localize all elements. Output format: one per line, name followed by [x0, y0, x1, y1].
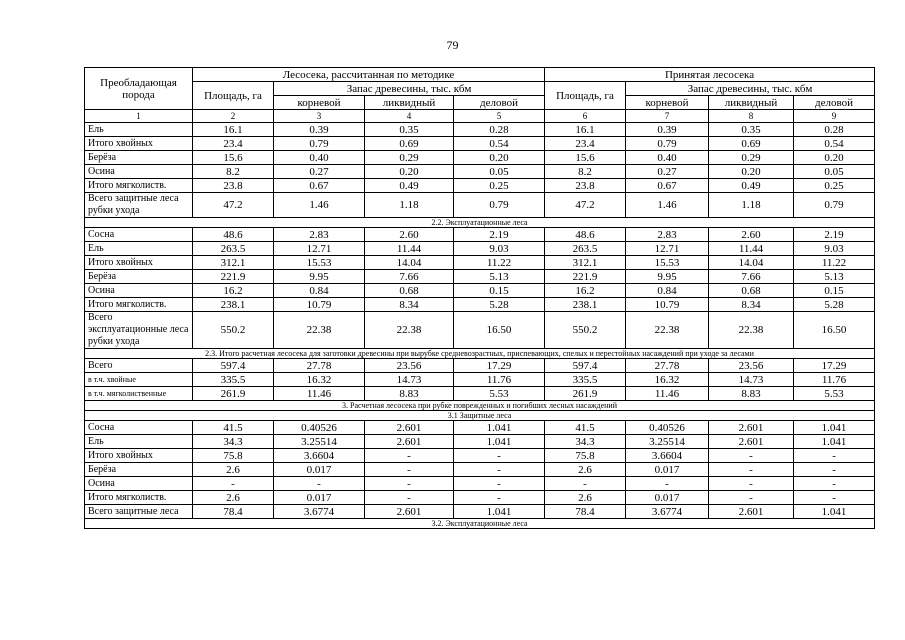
header-liquid-method: ликвидный: [365, 96, 454, 110]
value-cell: 3.25514: [626, 435, 709, 449]
table-row: [85, 179, 875, 193]
header-area-method: Площадь, га: [193, 82, 274, 110]
table-row: [85, 435, 875, 449]
value-cell: 1.041: [794, 505, 875, 519]
value-cell: 2.60: [709, 228, 794, 242]
value-cell: 0.15: [794, 284, 875, 298]
table-row: [85, 193, 875, 218]
value-cell: 2.19: [794, 228, 875, 242]
value-cell: 335.5: [545, 373, 626, 387]
species-name-cell: Итого хвойных: [85, 449, 193, 463]
table-row: [85, 477, 875, 491]
value-cell: 0.40526: [626, 421, 709, 435]
table-row: [85, 449, 875, 463]
value-cell: 17.29: [794, 359, 875, 373]
header-liquid-accepted: ликвидный: [709, 96, 794, 110]
value-cell: 8.34: [365, 298, 454, 312]
value-cell: -: [709, 463, 794, 477]
section-title-row: [85, 218, 875, 228]
species-name-cell: Итого мягколиств.: [85, 491, 193, 505]
forest-cutting-table: [84, 67, 875, 529]
value-cell: 550.2: [545, 312, 626, 349]
value-cell: 0.39: [626, 123, 709, 137]
value-cell: 16.50: [794, 312, 875, 349]
value-cell: 5.53: [454, 387, 545, 401]
value-cell: -: [365, 449, 454, 463]
value-cell: 7.66: [709, 270, 794, 284]
value-cell: 10.79: [274, 298, 365, 312]
value-cell: 312.1: [545, 256, 626, 270]
value-cell: 2.60: [365, 228, 454, 242]
value-cell: 8.34: [709, 298, 794, 312]
value-cell: -: [365, 477, 454, 491]
value-cell: 261.9: [193, 387, 274, 401]
value-cell: 0.29: [365, 151, 454, 165]
species-name-cell: Всего: [85, 359, 193, 373]
value-cell: -: [709, 491, 794, 505]
value-cell: 78.4: [193, 505, 274, 519]
value-cell: 78.4: [545, 505, 626, 519]
species-name-cell: Всего эксплуатационные леса рубки ухода: [85, 312, 193, 349]
value-cell: 16.2: [193, 284, 274, 298]
value-cell: 11.44: [709, 242, 794, 256]
value-cell: 5.53: [794, 387, 875, 401]
value-cell: 0.40: [626, 151, 709, 165]
column-number: 2: [193, 110, 274, 123]
header-species: Преобладающая порода: [85, 68, 193, 110]
value-cell: 8.83: [365, 387, 454, 401]
column-number: 3: [274, 110, 365, 123]
section-title: 3.1 Защитные леса: [85, 411, 875, 421]
value-cell: -: [274, 477, 365, 491]
value-cell: 0.35: [365, 123, 454, 137]
table-row: [85, 137, 875, 151]
value-cell: 0.67: [274, 179, 365, 193]
value-cell: 0.69: [709, 137, 794, 151]
value-cell: 48.6: [545, 228, 626, 242]
value-cell: 0.84: [626, 284, 709, 298]
value-cell: 0.68: [709, 284, 794, 298]
species-name-cell: Сосна: [85, 421, 193, 435]
header-stock-accepted: Запас древесины, тыс. кбм: [626, 82, 875, 96]
value-cell: 0.67: [626, 179, 709, 193]
value-cell: 0.79: [454, 193, 545, 218]
value-cell: -: [794, 491, 875, 505]
header-area-accepted: Площадь, га: [545, 82, 626, 110]
value-cell: 0.84: [274, 284, 365, 298]
value-cell: 17.29: [454, 359, 545, 373]
value-cell: 23.56: [709, 359, 794, 373]
value-cell: 2.6: [545, 463, 626, 477]
value-cell: 0.79: [626, 137, 709, 151]
table-row: [85, 421, 875, 435]
value-cell: 550.2: [193, 312, 274, 349]
value-cell: 23.4: [545, 137, 626, 151]
forest-table-container: [84, 67, 874, 529]
value-cell: 221.9: [193, 270, 274, 284]
value-cell: 15.6: [545, 151, 626, 165]
value-cell: 16.1: [193, 123, 274, 137]
value-cell: 23.56: [365, 359, 454, 373]
value-cell: 0.69: [365, 137, 454, 151]
value-cell: 0.54: [454, 137, 545, 151]
value-cell: 238.1: [545, 298, 626, 312]
value-cell: 75.8: [545, 449, 626, 463]
section-title-row: [85, 401, 875, 411]
header-root-accepted: корневой: [626, 96, 709, 110]
table-row: [85, 387, 875, 401]
value-cell: 3.25514: [274, 435, 365, 449]
value-cell: 0.27: [274, 165, 365, 179]
value-cell: 15.53: [626, 256, 709, 270]
species-name-cell: в т.ч. мягколиственные: [85, 387, 193, 401]
value-cell: 27.78: [274, 359, 365, 373]
value-cell: -: [794, 477, 875, 491]
value-cell: 22.38: [709, 312, 794, 349]
section-title: 3. Расчетная лесосека при рубке поврежденных и погибших лесных насаждений: [85, 401, 875, 411]
value-cell: 3.6604: [274, 449, 365, 463]
value-cell: -: [365, 463, 454, 477]
value-cell: -: [626, 477, 709, 491]
section-title-row: [85, 519, 875, 529]
species-name-cell: Всего защитные леса: [85, 505, 193, 519]
value-cell: 0.54: [794, 137, 875, 151]
value-cell: 8.83: [709, 387, 794, 401]
value-cell: 0.05: [794, 165, 875, 179]
value-cell: 7.66: [365, 270, 454, 284]
value-cell: 335.5: [193, 373, 274, 387]
value-cell: 11.44: [365, 242, 454, 256]
value-cell: 41.5: [545, 421, 626, 435]
value-cell: 2.6: [545, 491, 626, 505]
value-cell: 5.13: [794, 270, 875, 284]
value-cell: 11.22: [454, 256, 545, 270]
column-number: 7: [626, 110, 709, 123]
value-cell: 47.2: [193, 193, 274, 218]
table-row: [85, 123, 875, 137]
table-row: [85, 228, 875, 242]
value-cell: 1.46: [274, 193, 365, 218]
table-row: [85, 491, 875, 505]
value-cell: 263.5: [193, 242, 274, 256]
value-cell: 1.18: [709, 193, 794, 218]
value-cell: -: [193, 477, 274, 491]
header-accepted-cutting: Принятая лесосека: [545, 68, 875, 82]
column-number: 8: [709, 110, 794, 123]
value-cell: 0.20: [365, 165, 454, 179]
header-root-method: корневой: [274, 96, 365, 110]
section-title: 2.3. Итого расчетная лесосека для заготовки древесины при вырубке средневозрастных, приспевающих, спелых и перестойных насаждений при уходе за лесами: [85, 349, 875, 359]
value-cell: 8.2: [193, 165, 274, 179]
value-cell: 41.5: [193, 421, 274, 435]
value-cell: 75.8: [193, 449, 274, 463]
species-name-cell: Итого хвойных: [85, 137, 193, 151]
value-cell: 261.9: [545, 387, 626, 401]
value-cell: 0.28: [794, 123, 875, 137]
table-body: [85, 123, 875, 529]
species-name-cell: Ель: [85, 242, 193, 256]
value-cell: 238.1: [193, 298, 274, 312]
section-title-row: [85, 411, 875, 421]
header-business-accepted: деловой: [794, 96, 875, 110]
value-cell: 15.6: [193, 151, 274, 165]
value-cell: 0.017: [626, 491, 709, 505]
value-cell: 1.041: [454, 421, 545, 435]
value-cell: 9.95: [626, 270, 709, 284]
section-title: 3.2. Эксплуатационные леса: [85, 519, 875, 529]
value-cell: 27.78: [626, 359, 709, 373]
column-number: 5: [454, 110, 545, 123]
column-number: 6: [545, 110, 626, 123]
value-cell: 2.601: [709, 421, 794, 435]
species-name-cell: Ель: [85, 123, 193, 137]
value-cell: 2.601: [365, 421, 454, 435]
value-cell: 3.6774: [626, 505, 709, 519]
value-cell: 597.4: [193, 359, 274, 373]
value-cell: 0.05: [454, 165, 545, 179]
value-cell: 0.25: [794, 179, 875, 193]
value-cell: 16.32: [274, 373, 365, 387]
column-number: 1: [85, 110, 193, 123]
value-cell: 2.6: [193, 463, 274, 477]
value-cell: 8.2: [545, 165, 626, 179]
value-cell: 0.40: [274, 151, 365, 165]
value-cell: 16.1: [545, 123, 626, 137]
value-cell: 22.38: [365, 312, 454, 349]
species-name-cell: Берёза: [85, 151, 193, 165]
value-cell: -: [454, 463, 545, 477]
value-cell: 0.35: [709, 123, 794, 137]
species-name-cell: Итого мягколиств.: [85, 179, 193, 193]
value-cell: 1.041: [794, 435, 875, 449]
species-name-cell: Итого мягколиств.: [85, 298, 193, 312]
value-cell: 23.4: [193, 137, 274, 151]
table-row: [85, 373, 875, 387]
value-cell: 23.8: [193, 179, 274, 193]
value-cell: 0.79: [274, 137, 365, 151]
value-cell: 0.79: [794, 193, 875, 218]
page-number: 79: [446, 38, 459, 52]
species-name-cell: Берёза: [85, 463, 193, 477]
value-cell: 0.20: [454, 151, 545, 165]
column-number: 9: [794, 110, 875, 123]
header-method-cutting: Лесосека, рассчитанная по методике: [193, 68, 545, 82]
value-cell: 22.38: [626, 312, 709, 349]
value-cell: 5.13: [454, 270, 545, 284]
section-title: 2.2. Эксплуатационные леса: [85, 218, 875, 228]
value-cell: 0.20: [794, 151, 875, 165]
value-cell: 0.39: [274, 123, 365, 137]
table-row: [85, 165, 875, 179]
value-cell: 11.76: [454, 373, 545, 387]
value-cell: -: [709, 477, 794, 491]
section-title-row: [85, 349, 875, 359]
value-cell: 5.28: [454, 298, 545, 312]
value-cell: 14.04: [365, 256, 454, 270]
value-cell: 0.28: [454, 123, 545, 137]
value-cell: 16.2: [545, 284, 626, 298]
species-name-cell: Ель: [85, 435, 193, 449]
table-row: [85, 312, 875, 349]
value-cell: 2.601: [365, 435, 454, 449]
value-cell: 2.601: [709, 505, 794, 519]
value-cell: 3.6774: [274, 505, 365, 519]
species-name-cell: Всего защитные леса рубки ухода: [85, 193, 193, 218]
value-cell: 48.6: [193, 228, 274, 242]
value-cell: 0.29: [709, 151, 794, 165]
column-number: 4: [365, 110, 454, 123]
value-cell: 34.3: [545, 435, 626, 449]
value-cell: 1.46: [626, 193, 709, 218]
value-cell: 0.017: [626, 463, 709, 477]
table-row: [85, 359, 875, 373]
value-cell: 0.017: [274, 463, 365, 477]
value-cell: 597.4: [545, 359, 626, 373]
value-cell: -: [454, 477, 545, 491]
value-cell: -: [365, 491, 454, 505]
value-cell: 0.40526: [274, 421, 365, 435]
value-cell: 22.38: [274, 312, 365, 349]
value-cell: 9.03: [454, 242, 545, 256]
value-cell: 16.50: [454, 312, 545, 349]
value-cell: 3.6604: [626, 449, 709, 463]
value-cell: 9.03: [794, 242, 875, 256]
value-cell: 221.9: [545, 270, 626, 284]
value-cell: 2.601: [365, 505, 454, 519]
value-cell: 0.68: [365, 284, 454, 298]
species-name-cell: Берёза: [85, 270, 193, 284]
value-cell: 11.46: [626, 387, 709, 401]
value-cell: 16.32: [626, 373, 709, 387]
species-name-cell: Сосна: [85, 228, 193, 242]
value-cell: 15.53: [274, 256, 365, 270]
value-cell: 9.95: [274, 270, 365, 284]
species-name-cell: в т.ч. хвойные: [85, 373, 193, 387]
table-row: [85, 256, 875, 270]
value-cell: 2.19: [454, 228, 545, 242]
value-cell: 47.2: [545, 193, 626, 218]
table-row: [85, 298, 875, 312]
value-cell: 14.04: [709, 256, 794, 270]
value-cell: 11.46: [274, 387, 365, 401]
table-row: [85, 463, 875, 477]
value-cell: -: [545, 477, 626, 491]
value-cell: 0.20: [709, 165, 794, 179]
header-stock-method: Запас древесины, тыс. кбм: [274, 82, 545, 96]
value-cell: 0.25: [454, 179, 545, 193]
value-cell: 11.22: [794, 256, 875, 270]
value-cell: 1.041: [454, 435, 545, 449]
value-cell: 34.3: [193, 435, 274, 449]
value-cell: 23.8: [545, 179, 626, 193]
value-cell: 1.18: [365, 193, 454, 218]
value-cell: 12.71: [274, 242, 365, 256]
value-cell: -: [709, 449, 794, 463]
value-cell: -: [454, 449, 545, 463]
species-name-cell: Осина: [85, 284, 193, 298]
value-cell: 312.1: [193, 256, 274, 270]
value-cell: 14.73: [365, 373, 454, 387]
table-row: [85, 242, 875, 256]
value-cell: 2.83: [274, 228, 365, 242]
species-name-cell: Итого хвойных: [85, 256, 193, 270]
table-row: [85, 284, 875, 298]
value-cell: 2.83: [626, 228, 709, 242]
value-cell: 2.6: [193, 491, 274, 505]
table-row: [85, 505, 875, 519]
table-row: [85, 270, 875, 284]
value-cell: 10.79: [626, 298, 709, 312]
species-name-cell: Осина: [85, 477, 193, 491]
value-cell: -: [454, 491, 545, 505]
value-cell: 11.76: [794, 373, 875, 387]
value-cell: 14.73: [709, 373, 794, 387]
value-cell: 5.28: [794, 298, 875, 312]
value-cell: 0.49: [365, 179, 454, 193]
value-cell: 0.27: [626, 165, 709, 179]
value-cell: 0.15: [454, 284, 545, 298]
value-cell: 2.601: [709, 435, 794, 449]
value-cell: 0.017: [274, 491, 365, 505]
column-number-row: [85, 110, 875, 123]
species-name-cell: Осина: [85, 165, 193, 179]
value-cell: 263.5: [545, 242, 626, 256]
value-cell: 1.041: [454, 505, 545, 519]
table-row: [85, 151, 875, 165]
value-cell: 0.49: [709, 179, 794, 193]
header-business-method: деловой: [454, 96, 545, 110]
value-cell: -: [794, 449, 875, 463]
value-cell: 12.71: [626, 242, 709, 256]
value-cell: 1.041: [794, 421, 875, 435]
value-cell: -: [794, 463, 875, 477]
